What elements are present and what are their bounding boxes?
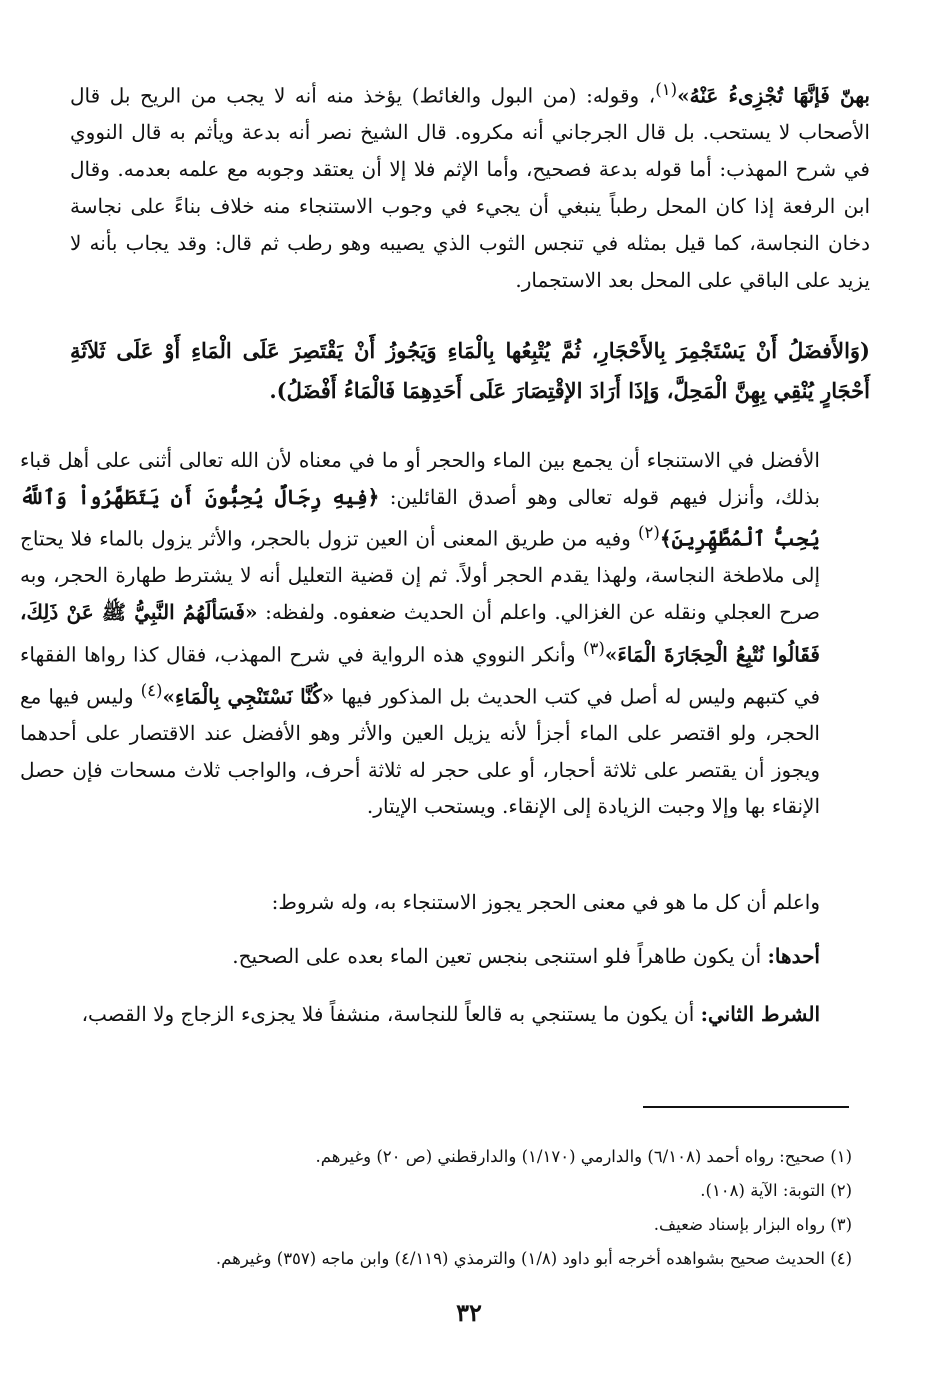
condition-label: الشرط الثاني: — [700, 1002, 820, 1026]
condition-label: أحدها: — [767, 944, 820, 968]
footnote-ref: (٤) — [140, 680, 163, 700]
footnote-ref: (١) — [655, 80, 678, 99]
footnote-ref: (٣) — [582, 638, 605, 658]
hadith-quote: بهنّ فَإنَّهَا تُجْزِىءُ عَنْهُ» — [677, 83, 870, 108]
hadith-quote: «كُنَّا نَسْتَنْجِي بِالْمَاءِ» — [162, 684, 335, 709]
paragraph-commentary-2 — [20, 442, 870, 825]
paragraph-text: وأنكر النووي هذه الرواية في شرح المهذب، فقال كذا رواها الفقهاء في كتبهم وليس له أصل في كتب الحديث بل المذكور فيها — [20, 642, 821, 709]
condition-1 — [20, 938, 870, 975]
condition-2 — [20, 996, 870, 1033]
conditions-intro: واعلم أن كل ما هو في معنى الحجر يجوز الاستنجاء به، وله شروط: — [271, 890, 820, 914]
condition-text: أن يكون ما يستنجي به قالعاً للنجاسة، منشفاً فلا يجزىء الزجاج ولا القصب، — [81, 1002, 701, 1026]
footnote-ref: (٢) — [637, 523, 660, 543]
footnote-3: (٣) رواه البزار بإسناد ضعيف. — [653, 1215, 852, 1234]
hadith-quote: «فَسَألَهُمُ النَّبِيُّ ﷺ عَنْ ذَلِكَ، فَقَالُوا نُتْبِعُ الْحِجَارَةَ الْمَاءَ» — [20, 600, 820, 667]
footnote-4: (٤) الحديث صحيح بشواهده أخرجه أبو داود (١/٨) والترمذي (٤/١١٩) وابن ماجه (٣٥٧) وغيرهم. — [215, 1249, 852, 1268]
quran-verse: ﴿فِيهِ رِجَالٌ يُحِبُّونَ أَن يَتَطَهَّرُواْ وَٱللَّهُ يُحِبُّ ٱلْمُطَّهِّرِينَ﴾ — [20, 484, 820, 551]
paragraph-commentary-1 — [70, 72, 870, 298]
paragraph-text: الأفضل في الاستنجاء أن يجمع بين الماء والحجر أو ما في معناه لأن الله تعالى أثنى على أهل قباء بذلك، وأنزل فيهم قوله تعالى وهو أصدق القائلين: — [20, 448, 820, 509]
page-number: ٣٢ — [456, 1298, 482, 1327]
matn-paragraph: (وَالأَفضَلُ أَنْ يَسْتَجْمِرَ بِالأَحْجَارِ، ثُمَّ يُتْبِعُها بِالْمَاءِ وَيَجُوزُ أَنْ يَقْتَصِرَ عَلَى الْمَاءِ أَوْ عَلَى ثَلاَثَةِ أَحْجَارٍ يُنْقِي بِهِنَّ الْمَحِلَّ، وَإذَا أَرَادَ الإقْتِصَارَ عَلَى أَحَدِهِمَا فَالْمَاءُ أَفْضَلُ). — [70, 338, 870, 403]
paragraph-text: وفيه من طريق المعنى أن العين تزول بالحجر، والأثر يزول بالماء فلا يحتاج إلى ملاطخة النجاسة، ولهذا يقدم الحجر أولاً. ثم إن قضية التعليل أنه لا يشترط طهارة الحجر، وبه صرح العجلي ونقله عن الغزالي. واعلم أن الحديث ضعفوه. ولفظه: — [20, 526, 820, 625]
paragraph-text: وليس فيها مع الحجر، ولو اقتصر على الماء أجزأ لأنه يزيل العين والأثر وهو الأفضل عند الاقتصار على أحدهما ويجوز أن يقتصر على ثلاثة أحجار، أو على حجر له ثلاثة أحرف، والواجب ثلاث مسحات فإن حصل الإنقاء بها وإلا وجبت الزيادة إلى الإنقاء. ويستحب الإيتار. — [20, 684, 820, 819]
condition-text: أن يكون طاهراً فلو استنجى بنجس تعين الماء بعده على الصحيح. — [232, 944, 768, 968]
footnote-divider — [643, 1106, 849, 1108]
paragraph-text: ، وقوله: (من البول والغائط) يؤخذ منه أنه لا يجب من الريح بل قال الأصحاب لا يستحب. بل قال الجرجاني أنه مكروه. قال الشيخ نصر أنه بدعة ويأثم به قال النووي في شرح المهذب: أما قوله بدعة فصحيح، وأما الإثم فلا إلا أن يعتقد وجوبه مع علمه بعدمه. وقال ابن الرفعة إذا كان المحل رطباً ينبغي أن يجيء في وجوب الاستنجاء منه خلاف بناءً على نجاسة دخان النجاسة، كما قيل بمثله في تنجس الثوب الذي يصيبه وهو رطب ثم قال: وقد يجاب بأنه لا يزيد على الباقي على المحل بعد الاستجمار. — [70, 83, 870, 292]
footnote-1: (١) صحيح: رواه أحمد (٦/١٠٨) والدارمي (١/١٧٠) والدارقطني (ص ٢٠) وغيرهم. — [315, 1147, 852, 1166]
footnotes — [92, 1140, 852, 1276]
footnote-2: (٢) التوبة: الآية (١٠٨). — [700, 1181, 852, 1200]
